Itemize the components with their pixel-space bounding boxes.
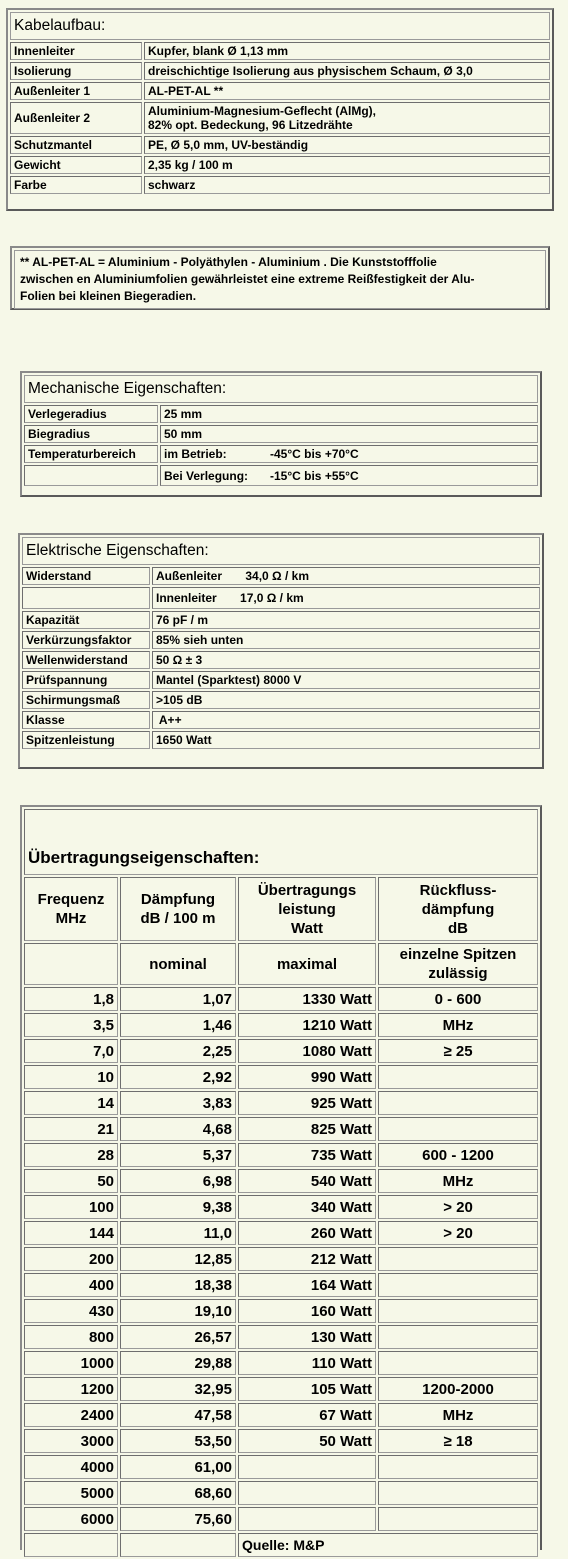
return-loss-cell [378, 1507, 538, 1531]
attenuation-cell: 1,07 [120, 987, 236, 1011]
frequency-cell: 3000 [24, 1429, 118, 1453]
power-cell: 260 Watt [238, 1221, 376, 1245]
header-line: dB [448, 919, 468, 937]
frequency-cell: 2400 [24, 1403, 118, 1427]
table-row [24, 1455, 538, 1479]
attenuation-cell: 29,88 [120, 1351, 236, 1375]
note-text [14, 250, 546, 309]
row-key: Schutzmantel [10, 136, 142, 154]
table-row [24, 1351, 538, 1375]
row-value: 50 Ω ± 3 [152, 651, 540, 669]
table-row [24, 465, 538, 486]
note-line: Folien bei kleinen Biegeradien. [20, 289, 197, 303]
power-cell: 212 Watt [238, 1247, 376, 1271]
frequency-cell: 3,5 [24, 1013, 118, 1037]
table-row [10, 42, 550, 60]
row-value: >105 dB [152, 691, 540, 709]
table-row [24, 1403, 538, 1427]
power-cell: 130 Watt [238, 1325, 376, 1349]
row-value: dreischichtige Isolierung aus physischem Schaum, Ø 3,0 [144, 62, 550, 80]
power-cell: 164 Watt [238, 1273, 376, 1297]
temp-label: im Betrieb: [164, 447, 227, 461]
table-row [24, 1221, 538, 1245]
return-loss-cell: > 20 [378, 1221, 538, 1245]
frequency-cell: 28 [24, 1143, 118, 1167]
column-header [24, 877, 118, 941]
frequency-cell: 7,0 [24, 1039, 118, 1063]
column-header [378, 877, 538, 941]
row-value: AL-PET-AL ** [144, 82, 550, 100]
table-row [22, 731, 540, 749]
table-row [24, 1429, 538, 1453]
attenuation-cell: 19,10 [120, 1299, 236, 1323]
column-header [120, 877, 236, 941]
uebertragung-title: Übertragungseigenschaften: [24, 809, 538, 875]
attenuation-cell: 1,46 [120, 1013, 236, 1037]
row-value: 76 pF / m [152, 611, 540, 629]
return-loss-cell: MHz [378, 1013, 538, 1037]
return-loss-cell: MHz [378, 1403, 538, 1427]
attenuation-cell: 2,92 [120, 1065, 236, 1089]
mechanisch-title: Mechanische Eigenschaften: [24, 375, 538, 403]
note-line: ** AL-PET-AL = Aluminium - Polyäthylen - Aluminium . Die Kunststofffolie [20, 255, 437, 269]
row-key: Prüfspannung [22, 671, 150, 689]
table-row [10, 136, 550, 154]
attenuation-cell: 26,57 [120, 1325, 236, 1349]
attenuation-cell: 75,60 [120, 1507, 236, 1531]
header-line: Rückfluss- [419, 881, 497, 899]
frequency-cell: 200 [24, 1247, 118, 1271]
note-line: zwischen en Aluminiumfolien gewährleistet eine extreme Reißfestigkeit der Alu- [20, 272, 475, 286]
frequency-cell: 4000 [24, 1455, 118, 1479]
power-cell: 990 Watt [238, 1065, 376, 1089]
row-value: A++ [152, 711, 540, 729]
attenuation-cell: 2,25 [120, 1039, 236, 1063]
table-row [24, 1039, 538, 1063]
frequency-cell: 1,8 [24, 987, 118, 1011]
attenuation-cell: 9,38 [120, 1195, 236, 1219]
frequency-cell: 1000 [24, 1351, 118, 1375]
table-row [24, 1143, 538, 1167]
row-key: Außenleiter 1 [10, 82, 142, 100]
frequency-cell: 50 [24, 1169, 118, 1193]
row-value [160, 465, 538, 486]
power-cell: 67 Watt [238, 1403, 376, 1427]
power-cell: 110 Watt [238, 1351, 376, 1375]
attenuation-cell: 12,85 [120, 1247, 236, 1271]
row-value: 25 mm [160, 405, 538, 423]
row-value: Kupfer, blank Ø 1,13 mm [144, 42, 550, 60]
frequency-cell: 5000 [24, 1481, 118, 1505]
row-value: Innenleiter 17,0 Ω / km [152, 587, 540, 609]
return-loss-cell: > 20 [378, 1195, 538, 1219]
header-line: MHz [55, 910, 87, 927]
attenuation-cell: 47,58 [120, 1403, 236, 1427]
table-row [22, 651, 540, 669]
power-cell: 540 Watt [238, 1169, 376, 1193]
row-value: 1650 Watt [152, 731, 540, 749]
table-row [24, 1195, 538, 1219]
row-key: Wellenwiderstand [22, 651, 150, 669]
source-note: Quelle: M&P [238, 1533, 538, 1557]
power-cell: 160 Watt [238, 1299, 376, 1323]
row-value: 50 mm [160, 425, 538, 443]
return-loss-cell: 1200-2000 [378, 1377, 538, 1401]
return-loss-cell [378, 1273, 538, 1297]
elektrisch-title: Elektrische Eigenschaften: [22, 537, 540, 565]
table-row [24, 1117, 538, 1141]
return-loss-cell [378, 1091, 538, 1115]
temp-range: -45°C bis +70°C [270, 447, 359, 461]
return-loss-cell [378, 1325, 538, 1349]
row-value: Mantel (Sparktest) 8000 V [152, 671, 540, 689]
empty-cell [24, 1533, 118, 1557]
row-key: Gewicht [10, 156, 142, 174]
table-row [24, 1169, 538, 1193]
subheader-cell: nominal [120, 943, 236, 985]
table-row [22, 631, 540, 649]
return-loss-cell: MHz [378, 1169, 538, 1193]
return-loss-cell [378, 1455, 538, 1479]
frequency-cell: 800 [24, 1325, 118, 1349]
table-row [24, 1377, 538, 1401]
frequency-cell: 430 [24, 1299, 118, 1323]
row-value: Außenleiter 34,0 Ω / km [152, 567, 540, 585]
return-loss-cell: 0 - 600 [378, 987, 538, 1011]
row-key: Farbe [10, 176, 142, 194]
uebertragung-panel [20, 805, 542, 1553]
attenuation-cell: 68,60 [120, 1481, 236, 1505]
attenuation-cell: 32,95 [120, 1377, 236, 1401]
table-row [24, 1507, 538, 1531]
empty-cell [120, 1533, 236, 1557]
frequency-cell: 14 [24, 1091, 118, 1115]
table-row [24, 405, 538, 423]
power-cell: 105 Watt [238, 1377, 376, 1401]
table-row [10, 156, 550, 174]
row-key [22, 587, 150, 609]
table-row [22, 611, 540, 629]
frequency-cell: 100 [24, 1195, 118, 1219]
table-row [10, 82, 550, 100]
row-key: Außenleiter 2 [10, 102, 142, 134]
return-loss-cell [378, 1351, 538, 1375]
frequency-cell: 1200 [24, 1377, 118, 1401]
power-cell: 825 Watt [238, 1117, 376, 1141]
source-row [24, 1533, 538, 1557]
header-line: leistung [278, 900, 336, 918]
temp-label: Bei Verlegung: [164, 468, 249, 483]
table-row [10, 176, 550, 194]
power-cell [238, 1507, 376, 1531]
attenuation-cell: 3,83 [120, 1091, 236, 1115]
table-row [24, 987, 538, 1011]
header-line: dämpfung [421, 900, 495, 918]
column-header [238, 877, 376, 941]
note-panel [10, 246, 550, 310]
subheader-cell [24, 943, 118, 985]
row-value-line: 82% opt. Bedeckung, 96 Litzedrähte [148, 118, 353, 132]
power-cell: 1080 Watt [238, 1039, 376, 1063]
subheader-row [24, 943, 538, 985]
attenuation-cell: 6,98 [120, 1169, 236, 1193]
frequency-cell: 400 [24, 1273, 118, 1297]
kabelaufbau-table [8, 10, 552, 196]
power-cell: 340 Watt [238, 1195, 376, 1219]
row-key: Isolierung [10, 62, 142, 80]
table-row [24, 1013, 538, 1037]
table-row [24, 1299, 538, 1323]
elektrisch-table [20, 535, 542, 751]
subheader-cell: maximal [238, 943, 376, 985]
row-value: 85% sieh unten [152, 631, 540, 649]
mechanisch-panel [20, 371, 542, 497]
kabelaufbau-panel [6, 8, 554, 211]
power-cell: 735 Watt [238, 1143, 376, 1167]
table-row [24, 1325, 538, 1349]
subheader-cell: einzelne Spitzen zulässig [378, 943, 538, 985]
table-row [10, 62, 550, 80]
power-cell: 50 Watt [238, 1429, 376, 1453]
return-loss-cell [378, 1481, 538, 1505]
row-key [24, 465, 158, 486]
mechanisch-table [22, 373, 540, 488]
table-row [24, 1273, 538, 1297]
return-loss-cell [378, 1299, 538, 1323]
table-row [24, 1247, 538, 1271]
return-loss-cell [378, 1117, 538, 1141]
attenuation-cell: 5,37 [120, 1143, 236, 1167]
row-value [160, 445, 538, 463]
return-loss-cell: ≥ 25 [378, 1039, 538, 1063]
return-loss-cell: 600 - 1200 [378, 1143, 538, 1167]
return-loss-cell [378, 1065, 538, 1089]
row-key: Schirmungsmaß [22, 691, 150, 709]
header-line: Dämpfung [140, 891, 216, 908]
row-key: Kapazität [22, 611, 150, 629]
row-value: 2,35 kg / 100 m [144, 156, 550, 174]
table-row [10, 102, 550, 134]
attenuation-cell: 11,0 [120, 1221, 236, 1245]
temp-range: -15°C bis +55°C [270, 468, 359, 483]
table-row [24, 425, 538, 443]
header-line: Watt [291, 919, 323, 937]
table-row [24, 1481, 538, 1505]
power-cell [238, 1455, 376, 1479]
power-cell [238, 1481, 376, 1505]
header-row [24, 877, 538, 941]
row-key: Innenleiter [10, 42, 142, 60]
row-value [144, 102, 550, 134]
power-cell: 1330 Watt [238, 987, 376, 1011]
row-value: PE, Ø 5,0 mm, UV-beständig [144, 136, 550, 154]
row-key: Verlegeradius [24, 405, 158, 423]
uebertragung-body [24, 987, 538, 1531]
row-value-line: Aluminium-Magnesium-Geflecht (AlMg), [148, 104, 376, 118]
frequency-cell: 21 [24, 1117, 118, 1141]
frequency-cell: 144 [24, 1221, 118, 1245]
table-row [22, 567, 540, 585]
row-value: schwarz [144, 176, 550, 194]
return-loss-cell: ≥ 18 [378, 1429, 538, 1453]
table-row [22, 691, 540, 709]
row-key: Verkürzungsfaktor [22, 631, 150, 649]
table-row [24, 1065, 538, 1089]
table-row [22, 671, 540, 689]
kabelaufbau-title: Kabelaufbau: [10, 12, 550, 40]
attenuation-cell: 18,38 [120, 1273, 236, 1297]
elektrisch-panel [18, 533, 544, 769]
return-loss-cell [378, 1247, 538, 1271]
table-row [22, 711, 540, 729]
row-key: Widerstand [22, 567, 150, 585]
header-line: Übertragungs [257, 881, 357, 899]
row-key: Klasse [22, 711, 150, 729]
row-key: Spitzenleistung [22, 731, 150, 749]
attenuation-cell: 61,00 [120, 1455, 236, 1479]
header-line: dB / 100 m [140, 910, 216, 927]
attenuation-cell: 4,68 [120, 1117, 236, 1141]
frequency-cell: 10 [24, 1065, 118, 1089]
power-cell: 925 Watt [238, 1091, 376, 1115]
frequency-cell: 6000 [24, 1507, 118, 1531]
uebertragung-table [22, 807, 540, 1559]
table-row [24, 445, 538, 463]
row-key: Biegradius [24, 425, 158, 443]
row-key: Temperaturbereich [24, 445, 158, 463]
power-cell: 1210 Watt [238, 1013, 376, 1037]
table-row [22, 587, 540, 609]
attenuation-cell: 53,50 [120, 1429, 236, 1453]
table-row [24, 1091, 538, 1115]
header-line: Frequenz [37, 891, 105, 908]
